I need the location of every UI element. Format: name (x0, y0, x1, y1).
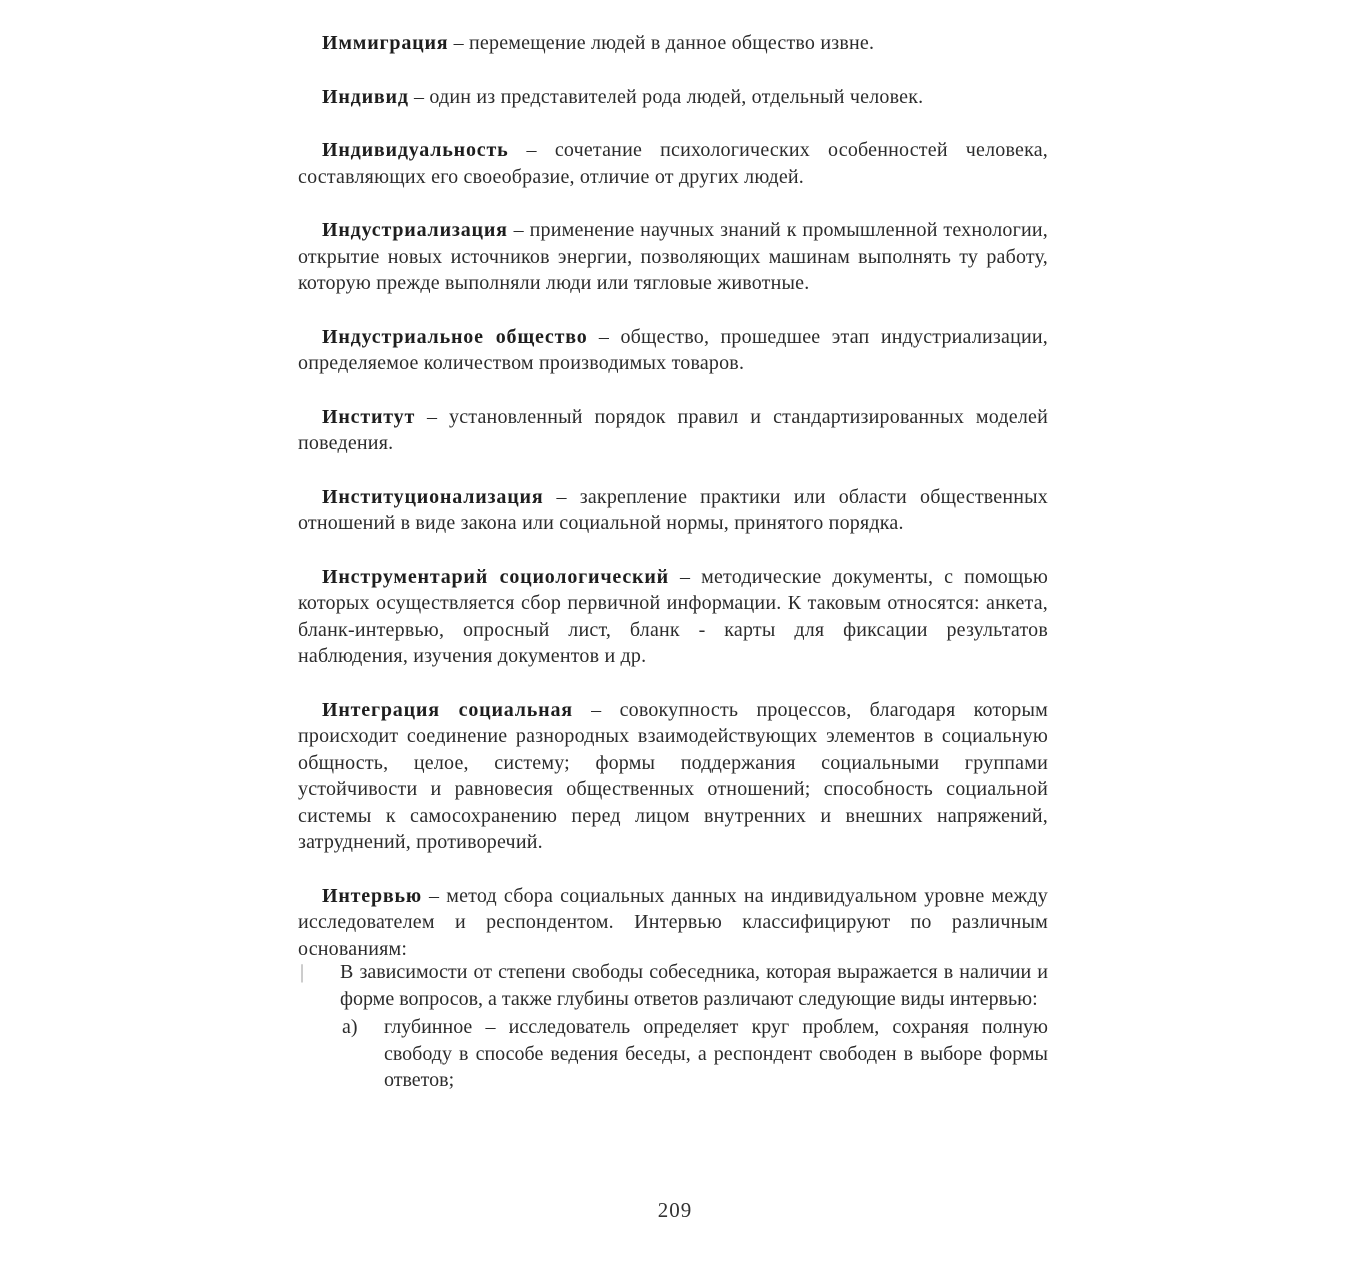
entry-term: Иммиграция (322, 32, 449, 54)
page-number: 209 (657, 1198, 693, 1222)
entry-separator: – (507, 219, 530, 241)
entry-term: Интервью (322, 884, 422, 907)
entry-separator: – (448, 32, 470, 54)
entry-separator: – (415, 405, 450, 428)
glossary-entry-interview (298, 883, 1048, 963)
entry-separator: – (543, 485, 580, 508)
entry-definition: перемещение людей в данное общество извне. (469, 32, 875, 54)
glossary-entry-industrial-society (298, 324, 1048, 377)
entry-definition: метод сбора социальных данных на индивидуальном уровне между исследователем и респондентом. Интервью классифицируют по различным основаниям: (298, 884, 1048, 960)
glossary-entry-individuality (298, 137, 1048, 190)
glossary-entry-social-integration (298, 697, 1048, 856)
entry-definition: сочетание психологических особенностей человека, составляющих его своеобразие, отличие от других людей. (298, 139, 1048, 188)
sublist-item-deep-interview (298, 1014, 1048, 1094)
glossary-entry-institutionalization (298, 484, 1048, 537)
glossary-entry-industrialization (298, 217, 1048, 297)
entry-term: Индивид (322, 85, 409, 108)
glossary-entry-immigration (298, 30, 1048, 57)
entry-separator: – (572, 698, 620, 721)
entry-term: Институционализация (322, 485, 544, 508)
page-content (298, 30, 1048, 1094)
entry-definition: закрепление практики или области общественных отношений в виде закона или социальной нормы, принятого порядка. (298, 485, 1049, 534)
list-item-text: В зависимости от степени свободы собеседника, которая выражается в наличии и форме вопросов, а также глубины ответов различают следующие виды интервью: (340, 961, 1048, 1010)
entry-definition: один из представителей рода людей, отдельный человек. (429, 85, 924, 108)
entry-term: Инструментарий социологический (322, 565, 669, 588)
entry-definition: методические документы, с помощью которых осуществляется сбор первичной информации. К таковым относятся: анкета, бланк-интервью, опросный лист, бланк - карты для фиксации результатов наблюдения, изучения документов и др. (298, 565, 1048, 667)
list-bullet-marker: | (300, 961, 305, 983)
entry-separator: – (421, 884, 447, 907)
sublist-marker: а) (342, 1016, 358, 1038)
entry-definition: установленный порядок правил и стандартизированных моделей поведения. (298, 405, 1048, 454)
entry-definition: применение научных знаний к промышленной технологии, открытие новых источников энергии, позволяющих машинам выполнять ту работу, которую прежде выполняли люди или тягловые животные. (298, 219, 1048, 294)
entry-definition: общество, прошедшее этап индустриализации, определяемое количеством производимых товаров. (298, 325, 1048, 374)
list-item-interview-freedom (298, 959, 1048, 1012)
entry-separator: – (408, 85, 430, 108)
glossary-entry-individ (298, 84, 1048, 111)
entry-term: Индустриализация (322, 219, 508, 241)
entry-definition: совокупность процессов, благодаря которым происходит соединение разнородных взаимодействующих элементов в социальную общность, целое, систему; формы поддержания социальными группами устойчивости и равновесия общественных отношений; способность социальной системы к самосохранению перед лицом внутренних и внешних напряжений, затруднений, противоречий. (298, 698, 1048, 853)
entry-term: Интеграция социальная (322, 698, 573, 721)
entry-separator: – (587, 325, 621, 348)
entry-term: Индустриальное общество (322, 325, 588, 348)
entry-term: Институт (322, 405, 416, 428)
entry-term: Индивидуальность (322, 139, 509, 161)
sublist-item-text: глубинное – исследователь определяет круг проблем, сохраняя полную свободу в способе ведения беседы, а респондент свободен в выборе формы ответов; (384, 1016, 1048, 1091)
glossary-entry-institute (298, 404, 1048, 457)
glossary-entry-sociological-toolkit (298, 564, 1048, 670)
entry-separator: – (668, 565, 702, 588)
entry-separator: – (508, 139, 555, 161)
